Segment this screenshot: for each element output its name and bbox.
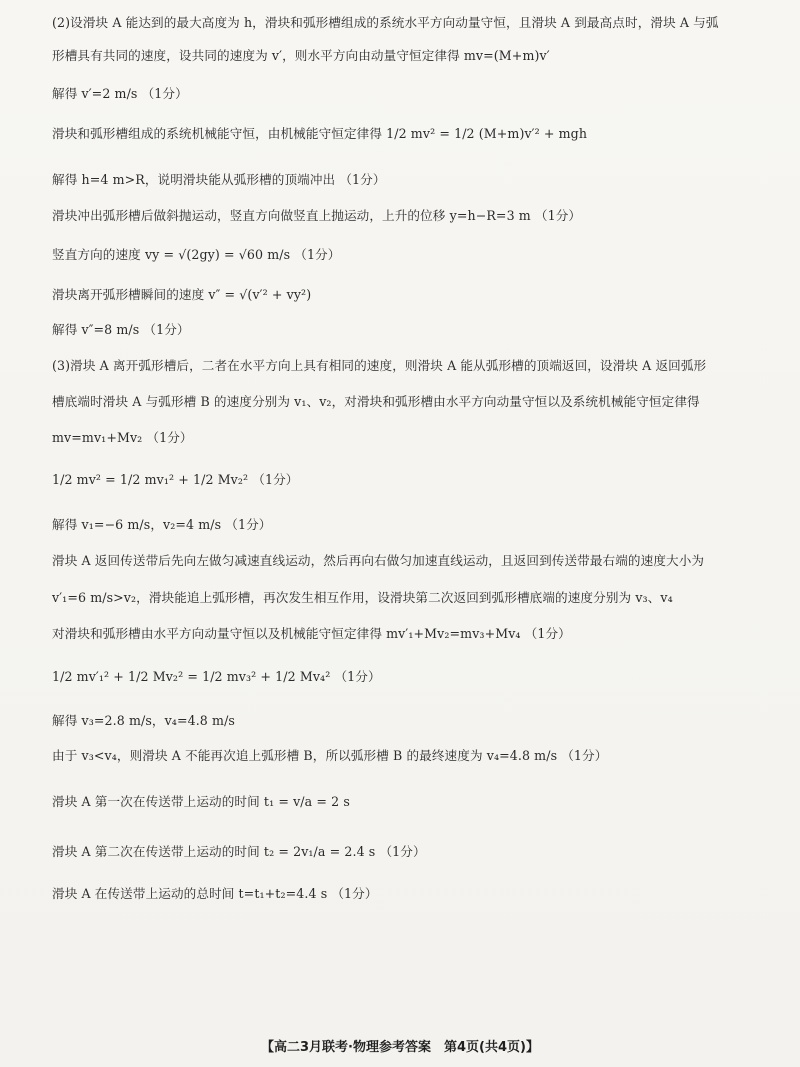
text-line: 对滑块和弧形槽由水平方向动量守恒以及机械能守恒定律得 mv′₁+Mv₂=mv₃+Mv₄ （1分） xyxy=(52,626,571,641)
text-line: 1/2 mv² = 1/2 mv₁² + 1/2 Mv₂² （1分） xyxy=(52,472,299,487)
text-line: 滑块 A 第一次在传送带上运动的时间 t₁ = v/a = 2 s xyxy=(52,794,350,809)
text-line: (2)设滑块 A 能达到的最大高度为 h，滑块和弧形槽组成的系统水平方向动量守恒，且滑块 A 到最高点时，滑块 A 与弧 xyxy=(52,15,719,30)
text-line: v′₁=6 m/s>v₂，滑块能追上弧形槽，再次发生相互作用，设滑块第二次返回到弧形槽底端的速度分别为 v₃、v₄ xyxy=(52,590,673,605)
text-line: 解得 v₁=−6 m/s，v₂=4 m/s （1分） xyxy=(52,517,272,532)
text-line: 竖直方向的速度 vy = √(2gy) = √60 m/s （1分） xyxy=(52,247,341,262)
text-line: (3)滑块 A 离开弧形槽后，二者在水平方向上具有相同的速度，则滑块 A 能从弧形槽的顶端返回，设滑块 A 返回弧形 xyxy=(52,358,707,373)
text-line: 滑块 A 第二次在传送带上运动的时间 t₂ = 2v₁/a = 2.4 s （1分） xyxy=(52,844,426,859)
text-line: 槽底端时滑块 A 与弧形槽 B 的速度分别为 v₁、v₂，对滑块和弧形槽由水平方向动量守恒以及系统机械能守恒定律得 xyxy=(52,394,700,409)
text-line: 1/2 mv′₁² + 1/2 Mv₂² = 1/2 mv₃² + 1/2 Mv₄² （1分） xyxy=(52,669,381,684)
text-line: 滑块 A 在传送带上运动的总时间 t=t₁+t₂=4.4 s （1分） xyxy=(52,886,378,901)
text-line: 滑块离开弧形槽瞬间的速度 v″ = √(v′² + vy²) xyxy=(52,287,312,302)
text-line: 解得 v′=2 m/s （1分） xyxy=(52,86,188,101)
text-line: 由于 v₃<v₄，则滑块 A 不能再次追上弧形槽 B，所以弧形槽 B 的最终速度为 v₄=4.8 m/s （1分） xyxy=(52,748,608,763)
page-footer: 【高二3月联考·物理参考答案 第4页(共4页)】 xyxy=(261,1040,539,1055)
text-line: 滑块 A 返回传送带后先向左做匀减速直线运动，然后再向右做匀加速直线运动，且返回到传送带最右端的速度大小为 xyxy=(52,553,705,568)
text-line: 滑块冲出弧形槽后做斜抛运动，竖直方向做竖直上抛运动，上升的位移 y=h−R=3 m （1分） xyxy=(52,208,582,223)
text-line: mv=mv₁+Mv₂ （1分） xyxy=(52,430,193,445)
text-line: 形槽具有共同的速度，设共同的速度为 v′，则水平方向由动量守恒定律得 mv=(M+m)v′ xyxy=(52,48,550,63)
text-line: 解得 v₃=2.8 m/s，v₄=4.8 m/s xyxy=(52,713,235,728)
text-line: 滑块和弧形槽组成的系统机械能守恒，由机械能守恒定律得 1/2 mv² = 1/2 (M+m)v′² + mgh xyxy=(52,126,588,141)
text-line: 解得 v″=8 m/s （1分） xyxy=(52,322,190,337)
text-line: 解得 h=4 m>R，说明滑块能从弧形槽的顶端冲出 （1分） xyxy=(52,172,386,187)
